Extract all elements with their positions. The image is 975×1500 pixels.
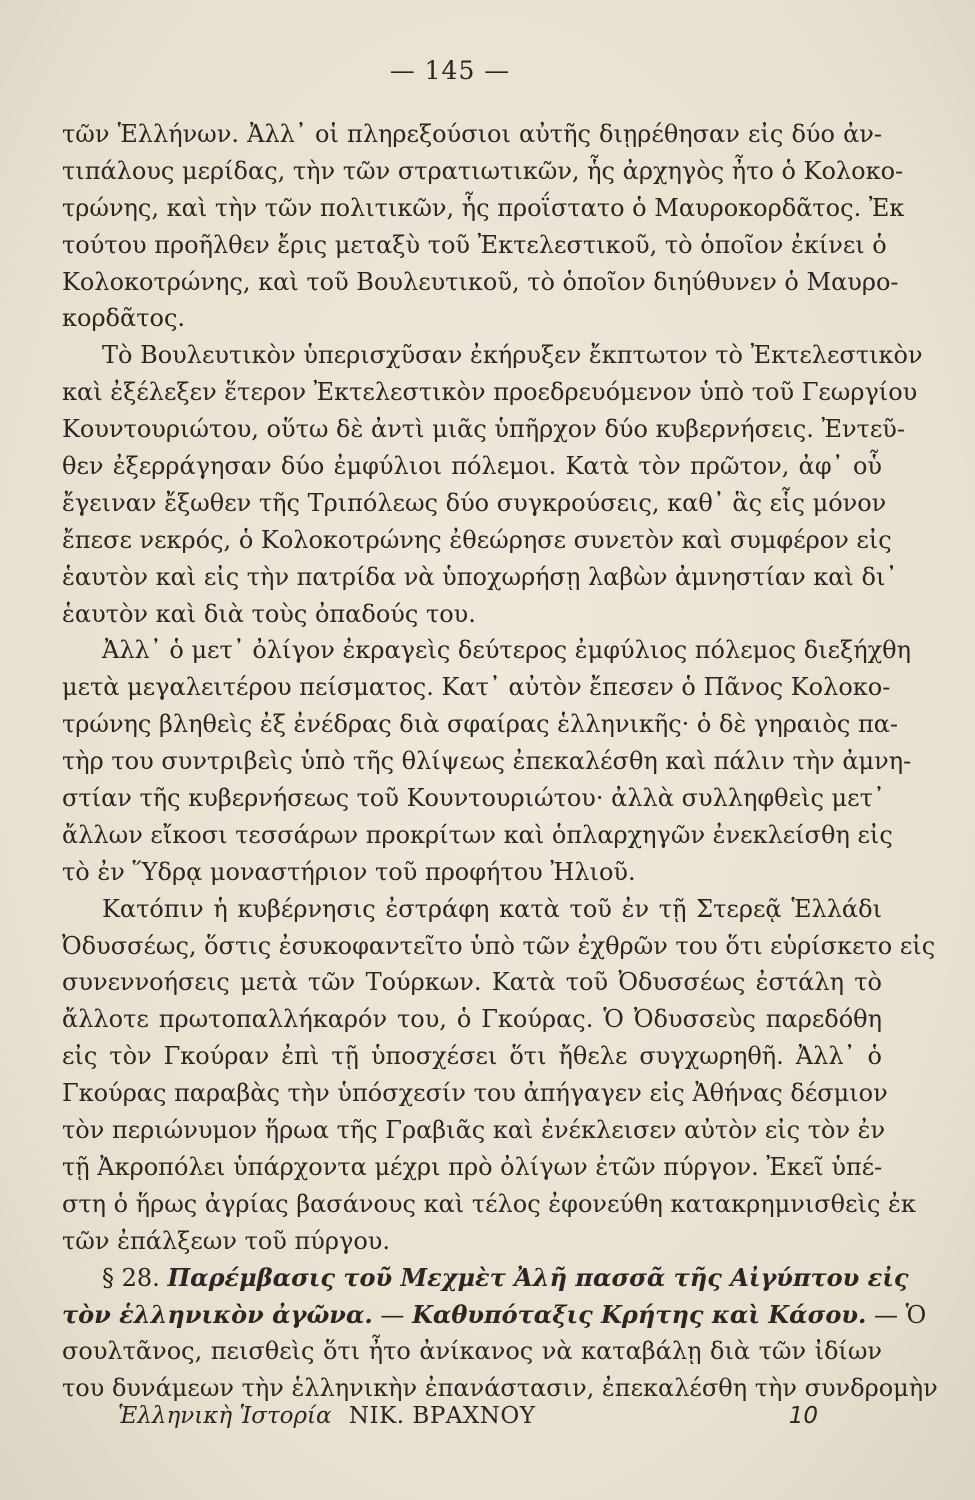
text-line: σουλτᾶνος, πεισθεὶς ὅτι ἦτο ἀνίκανος νὰ καταβάλῃ διὰ τῶν ἰδίων [62,1337,882,1366]
text-line: μετὰ μεγαλειτέρου πείσματος. Κατ᾽ αὐτὸν ἔπεσεν ὁ Πᾶνος Κολοκο- [62,673,891,702]
text-line: ἄλλοτε πρωτοπαλλήκαρόν του, ὁ Γκούρας. Ὁ Ὀδυσσεὺς παρεδόθη [62,1005,882,1034]
text-line: Κουντουριώτου, οὕτω δὲ ἀντὶ μιᾶς ὑπῆρχον δύο κυβερνήσεις. Ἐντεῦ- [62,415,905,444]
author-name: ΝΙΚ. ΒΡΑΧΝΟΥ [348,1403,536,1429]
section-heading-line [62,1260,909,1297]
text-line: τρώνης βληθεὶς ἐξ ἐνέδρας διὰ σφαίρας ἑλληνικῆς· ὁ δὲ γηραιὸς πα- [62,710,899,739]
text-run: Ὁ [905,1300,927,1329]
text-line: τὸν περιώνυμον ἥρωα τῆς Γραβιᾶς καὶ ἐνέκλεισεν αὐτὸν εἰς τὸν ἐν [62,1116,886,1145]
body-text [62,116,938,1407]
text-line: στη ὁ ἥρως ἀγρίας βασάνους καὶ τέλος ἐφονεύθη κατακρημνισθεὶς ἐκ [62,1189,916,1218]
signature-mark: 10 [788,1403,818,1429]
text-line: καὶ ἐξέλεξεν ἕτερον Ἐκτελεστικὸν προεδρευόμενον ὑπὸ τοῦ Γεωργίου [62,378,918,407]
dash: — [380,1300,405,1329]
text-line: Τὸ Βουλευτικὸν ὑπερισχῦσαν ἐκήρυξεν ἔκπτωτον τὸ Ἐκτελεστικὸν [102,341,923,370]
text-line: συνεννοήσεις μετὰ τῶν Τούρκων. Κατὰ τοῦ Ὀδυσσέως ἐστάλη τὸ [62,968,882,997]
section-number: § 28. [102,1263,160,1292]
text-line: ἑαυτὸν καὶ διὰ τοὺς ὀπαδούς του. [62,599,476,628]
text-line: τὸ ἐν Ὕδρᾳ μοναστήριον τοῦ προφήτου Ἠλιοῦ. [62,857,636,886]
text-line: τούτου προῆλθεν ἔρις μεταξὺ τοῦ Ἐκτελεστικοῦ, τὸ ὁποῖον ἐκίνει ὁ [62,230,887,259]
text-line: Κολοκοτρώνης, καὶ τοῦ Βουλευτικοῦ, τὸ ὁποῖον διηύθυνεν ὁ Μαυρο- [62,267,899,296]
text-line: Ἀλλ᾽ ὁ μετ᾽ ὀλίγον ἐκραγεὶς δεύτερος ἐμφύλιος πόλεμος διεξήχθη [102,636,912,665]
text-line: ἔγειναν ἔξωθεν τῆς Τριπόλεως δύο συγκρούσεις, καθ᾽ ἃς εἷς μόνον [62,488,887,517]
text-line: τῇ Ἀκροπόλει ὑπάρχοντα μέχρι πρὸ ὀλίγων ἐτῶν πύργον. Ἐκεῖ ὑπέ- [62,1152,883,1181]
text-line: τρώνης, καὶ τὴν τῶν πολιτικῶν, ἧς προΐστατο ὁ Μαυροκορδᾶτος. Ἐκ [62,193,905,222]
page-number: — 145 — [389,56,511,85]
page-footer [118,1403,838,1429]
text-line: στίαν τῆς κυβερνήσεως τοῦ Κουντουριώτου· ἀλλὰ συλληφθεὶς μετ᾽ [62,784,885,813]
text-line: κορδᾶτος. [62,304,186,333]
section-heading-title: Παρέμβασις τοῦ Μεχμὲτ Ἀλῆ πασσᾶ τῆς Αἰγύπτου εἰς [167,1262,909,1292]
text-line: Ὀδυσσέως, ὅστις ἐσυκοφαντεῖτο ὑπὸ τῶν ἐχθρῶν του ὅτι εὑρίσκετο εἰς [62,931,936,960]
dash: — [873,1300,898,1329]
book-title: Ἑλληνικὴ Ἱστορία [118,1403,332,1429]
text-line: τῶν Ἑλλήνων. Ἀλλ᾽ οἱ πληρεξούσιοι αὐτῆς διῃρέθησαν εἰς δύο ἀν- [62,120,882,148]
text-line: ἔπεσε νεκρός, ὁ Κολοκοτρώνης ἐθεώρησε συνετὸν καὶ συμφέρον εἰς [62,525,892,554]
text-line: Κατόπιν ἡ κυβέρνησις ἐστράφη κατὰ τοῦ ἐν τῇ Στερεᾷ Ἑλλάδι [102,894,882,923]
text-line: ἄλλων εἴκοσι τεσσάρων προκρίτων καὶ ὁπλαρχηγῶν ἐνεκλείσθη εἰς [62,820,893,849]
section-heading-subtitle: Καθυπόταξις Κρήτης καὶ Κάσου. [412,1299,867,1329]
text-line: εἰς τὸν Γκούραν ἐπὶ τῇ ὑποσχέσει ὅτι ἤθελε συγχωρηθῆ. Ἀλλ᾽ ὁ [62,1042,882,1071]
text-line: Γκούρας παραβὰς τὴν ὑπόσχεσίν του ἀπήγαγεν εἰς Ἀθήνας δέσμιον [62,1079,888,1108]
section-heading-line [62,1297,927,1334]
text-line: θεν ἐξερράγησαν δύο ἐμφύλιοι πόλεμοι. Κατὰ τὸν πρῶτον, ἀφ᾽ οὗ [62,452,882,481]
section-heading-subtitle: τὸν ἑλληνικὸν ἀγῶνα. [62,1299,373,1329]
text-line: τιπάλους μερίδας, τὴν τῶν στρατιωτικῶν, ἧς ἀρχηγὸς ἦτο ὁ Κολοκο- [62,156,904,185]
text-line: τῶν ἐπάλξεων τοῦ πύργου. [62,1226,391,1255]
text-line: ἑαυτὸν καὶ εἰς τὴν πατρίδα νὰ ὑποχωρήσῃ λαβὼν ἀμνηστίαν καὶ δι᾽ [62,562,898,591]
text-line: τὴρ του συντριβεὶς ὑπὸ τῆς θλίψεως ἐπεκαλέσθη καὶ πάλιν τὴν ἀμνη- [62,747,912,776]
text-line: του δυνάμεων τὴν ἑλληνικὴν ἐπανάστασιν, ἐπεκαλέσθη τὴν συνδρομὴν [62,1374,938,1403]
